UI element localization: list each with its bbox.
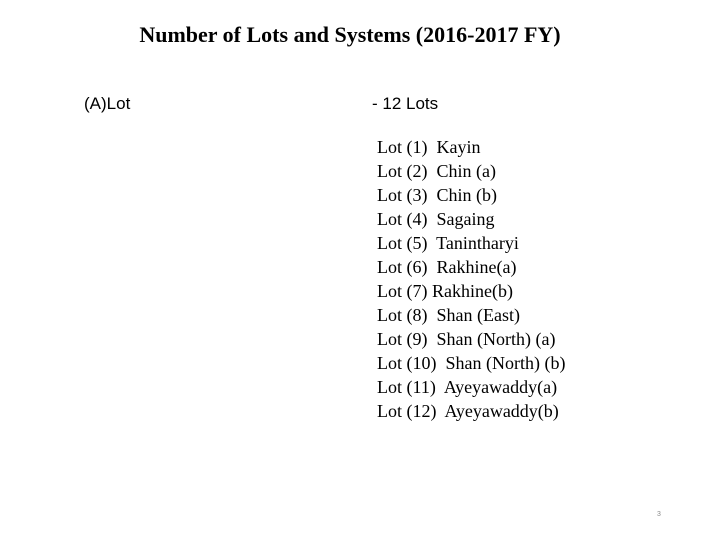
lots-count: - 12 Lots [372, 94, 439, 113]
list-item: Lot (2) Chin (a) [377, 161, 496, 181]
page-number: 3 [657, 511, 661, 518]
list-item: Lot (10) Shan (North) (b) [377, 353, 566, 373]
slide-title: Number of Lots and Systems (2016-2017 FY) [139, 22, 561, 47]
lot-list [377, 135, 565, 423]
list-item: Lot (6) Rakhine(a) [377, 257, 517, 277]
list-item: Lot (7) Rakhine(b) [377, 281, 513, 301]
section-label: (A)Lot [84, 94, 131, 113]
list-item: Lot (9) Shan (North) (a) [377, 329, 556, 349]
list-item: Lot (8) Shan (East) [377, 305, 520, 325]
list-item: Lot (1) Kayin [377, 137, 481, 157]
list-item: Lot (12) Ayeyawaddy(b) [377, 401, 559, 421]
list-item: Lot (3) Chin (b) [377, 185, 497, 205]
list-item: Lot (5) Tanintharyi [377, 233, 519, 253]
list-item: Lot (4) Sagaing [377, 209, 495, 229]
list-item: Lot (11) Ayeyawaddy(a) [377, 377, 558, 397]
